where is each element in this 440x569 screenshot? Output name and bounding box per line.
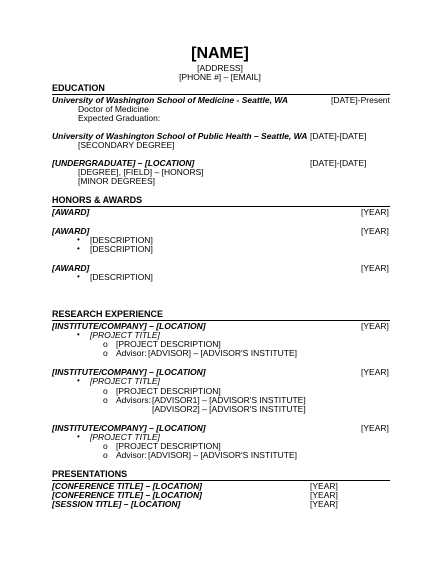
- advisor-label: Advisor:: [116, 450, 147, 460]
- education-school: University of Washington School of Public Health – Seattle, WA: [52, 131, 308, 141]
- advisor-name: [ADVISOR] – [ADVISOR'S INSTITUTE]: [148, 348, 297, 358]
- education-date: [DATE]-Present: [331, 95, 390, 105]
- section-title-education: EDUCATION: [52, 83, 105, 93]
- presentation-title: [CONFERENCE TITLE] – [LOCATION]: [52, 481, 202, 491]
- project-title: [PROJECT TITLE]: [90, 432, 160, 442]
- project-title: [PROJECT TITLE]: [90, 376, 160, 386]
- award-description: [DESCRIPTION]: [90, 244, 153, 254]
- research-year: [YEAR]: [361, 423, 389, 433]
- circle-bullet-icon: o: [103, 441, 108, 451]
- research-institute: [INSTITUTE/COMPANY] – [LOCATION]: [52, 367, 206, 377]
- circle-bullet-icon: o: [103, 395, 108, 405]
- address: [ADDRESS]: [197, 63, 243, 73]
- research-year: [YEAR]: [361, 321, 389, 331]
- advisor-name: [ADVISOR] – [ADVISOR'S INSTITUTE]: [148, 450, 297, 460]
- resume-name: [NAME]: [191, 45, 249, 62]
- circle-bullet-icon: o: [103, 348, 108, 358]
- presentation-year: [YEAR]: [310, 490, 338, 500]
- advisor-name: [ADVISOR1] – [ADVISOR'S INSTITUTE]: [152, 395, 306, 405]
- bullet-icon: •: [77, 272, 80, 281]
- education-detail: [SECONDARY DEGREE]: [78, 140, 175, 150]
- bullet-icon: •: [77, 432, 80, 441]
- education-detail: [DEGREE], [FIELD] – [HONORS]: [78, 167, 204, 177]
- research-institute: [INSTITUTE/COMPANY] – [LOCATION]: [52, 321, 206, 331]
- presentation-title: [CONFERENCE TITLE] – [LOCATION]: [52, 490, 202, 500]
- education-date: [DATE]-[DATE]: [310, 131, 367, 141]
- award-year: [YEAR]: [361, 226, 389, 236]
- award-title: [AWARD]: [52, 207, 90, 217]
- education-detail: Expected Graduation:: [78, 113, 161, 123]
- award-year: [YEAR]: [361, 263, 389, 273]
- project-title: [PROJECT TITLE]: [90, 330, 160, 340]
- research-year: [YEAR]: [361, 367, 389, 377]
- education-school: [UNDERGRADUATE] – [LOCATION]: [52, 158, 195, 168]
- education-detail: Doctor of Medicine: [78, 104, 149, 114]
- advisor-name: [ADVISOR2] – [ADVISOR'S INSTITUTE]: [152, 404, 306, 414]
- education-school: University of Washington School of Medicine - Seattle, WA: [52, 95, 288, 105]
- contact-line: [PHONE #] – [EMAIL]: [179, 72, 261, 82]
- education-detail: [MINOR DEGREES]: [78, 176, 155, 186]
- section-divider: [52, 206, 390, 207]
- presentation-year: [YEAR]: [310, 481, 338, 491]
- award-description: [DESCRIPTION]: [90, 235, 153, 245]
- project-description: [PROJECT DESCRIPTION]: [116, 441, 221, 451]
- advisor-label: Advisors:: [116, 395, 151, 405]
- presentation-year: [YEAR]: [310, 499, 338, 509]
- award-year: [YEAR]: [361, 207, 389, 217]
- project-description: [PROJECT DESCRIPTION]: [116, 339, 221, 349]
- education-date: [DATE]-[DATE]: [310, 158, 367, 168]
- award-description: [DESCRIPTION]: [90, 272, 153, 282]
- award-title: [AWARD]: [52, 263, 90, 273]
- section-title-research: RESEARCH EXPERIENCE: [52, 309, 164, 319]
- presentation-title: [SESSION TITLE] – [LOCATION]: [52, 499, 181, 509]
- award-title: [AWARD]: [52, 226, 90, 236]
- section-title-honors: HONORS & AWARDS: [52, 195, 143, 205]
- circle-bullet-icon: o: [103, 450, 108, 460]
- section-title-presentations: PRESENTATIONS: [52, 469, 128, 479]
- bullet-icon: •: [77, 330, 80, 339]
- bullet-icon: •: [77, 235, 80, 244]
- circle-bullet-icon: o: [103, 386, 108, 396]
- project-description: [PROJECT DESCRIPTION]: [116, 386, 221, 396]
- research-institute: [INSTITUTE/COMPANY] – [LOCATION]: [52, 423, 206, 433]
- circle-bullet-icon: o: [103, 339, 108, 349]
- bullet-icon: •: [77, 376, 80, 385]
- advisor-label: Advisor:: [116, 348, 147, 358]
- bullet-icon: •: [77, 244, 80, 253]
